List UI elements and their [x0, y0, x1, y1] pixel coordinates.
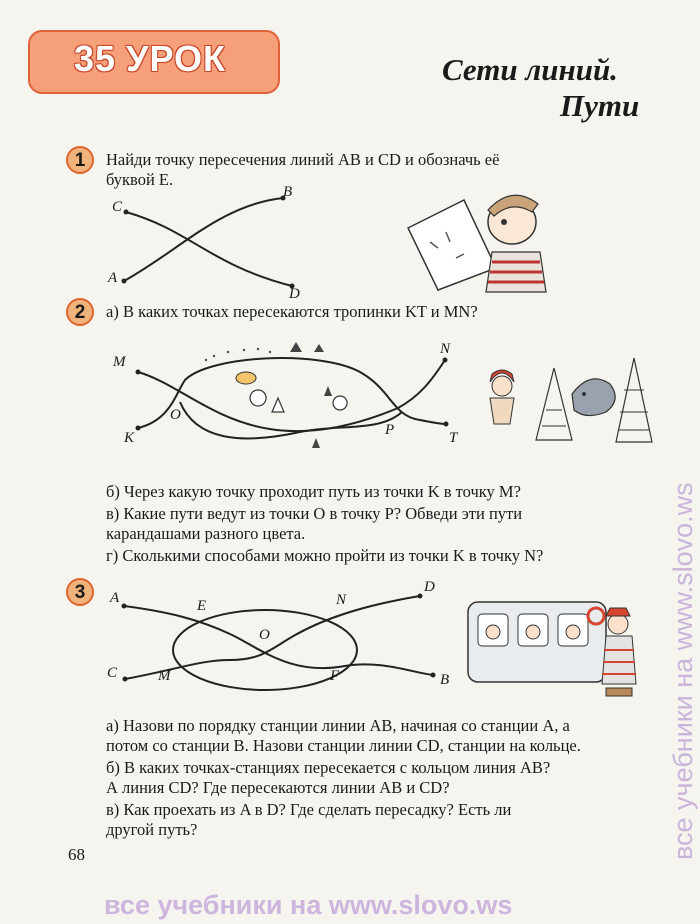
label-n: N [336, 592, 347, 608]
exercise-3-question-c-line2: другой путь? [106, 820, 198, 839]
label-o: O [170, 407, 181, 423]
label-m: M [158, 668, 171, 684]
label-b: B [283, 184, 293, 200]
lesson-word: УРОК [126, 38, 226, 79]
label-k: K [124, 430, 135, 446]
exercise-1-text-line1: Найди точку пересечения линий AB и CD и обозначь её [106, 150, 500, 169]
label-m: M [113, 354, 126, 370]
exercise-3-question-a-line1: а) Назови по порядку станции линии AB, начиная со станции A, а [106, 716, 570, 735]
page-title-line1: Сети линий. [442, 52, 618, 87]
label-c: C [107, 665, 118, 681]
exercise-2-number: 2 [66, 298, 94, 326]
line-cd [125, 596, 420, 679]
label-a: A [110, 590, 120, 606]
label-t: T [449, 430, 458, 446]
exercise-2-question-a: а) В каких точках пересекаются тропинки KT и MN? [106, 302, 478, 321]
label-d: D [424, 579, 435, 595]
metro-train-illustration [466, 596, 662, 700]
label-o: O [259, 627, 270, 643]
label-n: N [440, 341, 451, 357]
exercise-2-question-d: г) Сколькими способами можно пройти из точки K в точку N? [106, 546, 544, 565]
label-c: C [112, 199, 123, 215]
exercise-1-number: 1 [66, 146, 94, 174]
label-d: D [289, 286, 300, 302]
point-c [123, 677, 128, 682]
label-b: B [440, 672, 450, 688]
page-title-line2: Пути [560, 88, 640, 123]
watermark-bottom: все учебники на www.slovo.ws [104, 890, 513, 920]
label-f: F [330, 668, 340, 684]
exercise-3-question-b-line2: А линия CD? Где пересекаются линии AB и CD? [106, 778, 450, 797]
point-b [431, 673, 436, 678]
label-a: A [108, 270, 118, 286]
exercise-3-question-a-line2: потом со станции B. Назови станции линии CD, станции на кольце. [106, 736, 581, 755]
exercise-3-question-b-line1: б) В каких точках-станциях пересекается с кольцом линия AB? [106, 758, 551, 777]
label-e: E [197, 598, 207, 614]
exercise-2-question-b: б) Через какую точку проходит путь из точки K в точку M? [106, 482, 521, 501]
point-d [418, 594, 423, 599]
label-p: P [385, 422, 395, 438]
watermark-vertical: все учебники на www.slovo.ws [668, 482, 698, 860]
exercise-3-number: 3 [66, 578, 94, 606]
page-number: 68 [68, 845, 85, 864]
exercise-3-question-c-line1: в) Как проехать из A в D? Где сделать пересадку? Есть ли [106, 800, 512, 819]
exercise-2-question-c-line1: в) Какие пути ведут из точки O в точку P? Обведи эти пути [106, 504, 523, 523]
point-a [122, 604, 127, 609]
lesson-number: 35 [74, 38, 117, 79]
line-ab [124, 606, 433, 675]
exercise-1-text-line2: буквой E. [106, 170, 174, 189]
exercise-2-question-c-line2: карандашами разного цвета. [106, 524, 306, 543]
